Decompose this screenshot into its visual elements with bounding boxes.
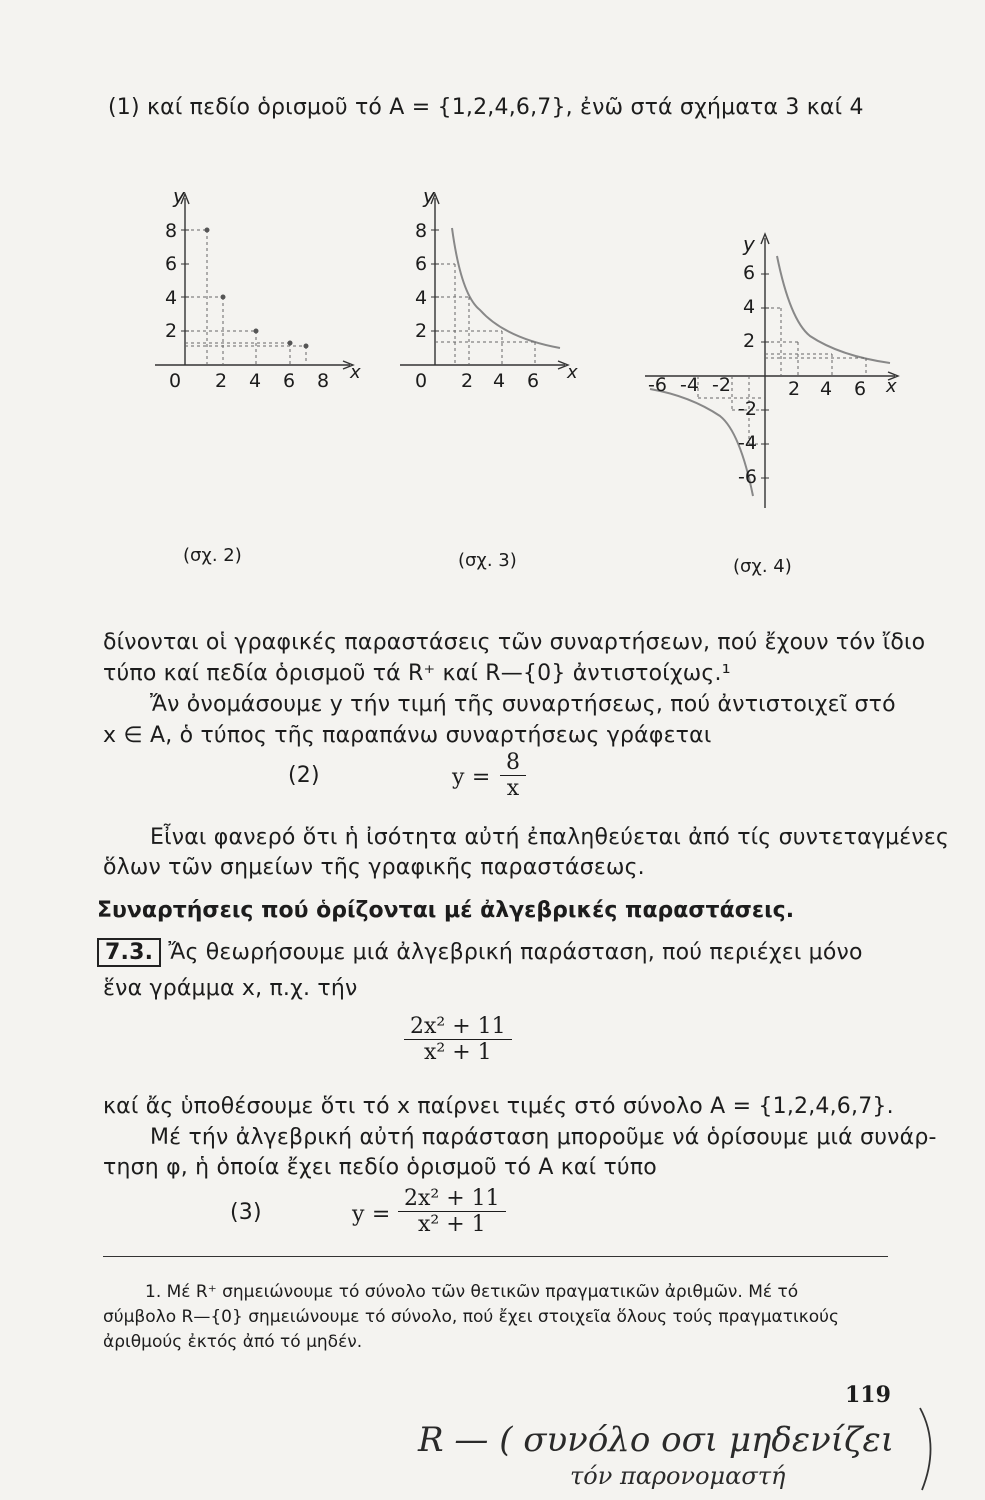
fig2-ytick: 8 <box>165 220 178 242</box>
eq2-lhs: y = <box>452 765 491 790</box>
fig2-xtick: 6 <box>283 370 296 392</box>
handwritten-line2: τόν παρονομαστή <box>570 1462 786 1490</box>
fig4-xtick-neg: -6 <box>648 374 667 396</box>
eq3-numerator: 2x² + 11 <box>398 1186 506 1212</box>
fig2-x-label: x <box>350 362 361 383</box>
fig3-ytick: 8 <box>415 220 428 242</box>
fig2-xtick: 4 <box>249 370 262 392</box>
figure-3 <box>395 184 595 405</box>
para1-line2: τύπο καί πεδία ὁρισμοῦ τά R⁺ καί R—{0} ἀντιστοίχως.¹ <box>103 661 731 686</box>
fig4-y-label: y <box>743 232 755 256</box>
footnote-line2: σύμβολο R—{0} σημειώνουμε τό σύνολο, πού ἔχει στοιχεῖα ὅλους τούς πραγματικούς <box>103 1307 839 1327</box>
fig2-caption: (σχ. 2) <box>183 545 242 566</box>
intro-line: (1) καί πεδίο ὁρισμοῦ τό A = {1,2,4,6,7}, ἐνῶ στά σχήματα 3 καί 4 <box>108 95 864 120</box>
fig4-caption: (σχ. 4) <box>733 556 792 577</box>
para1-line3: Ἄν ὀνομάσουμε y τήν τιμή τῆς συναρτήσεως, πού ἀντιστοιχεῖ στό <box>150 692 896 717</box>
fig4-xtick-neg: -4 <box>680 374 699 396</box>
section-7-3-line2: ἕνα γράμμα x, π.χ. τήν <box>103 976 358 1001</box>
fig4-ytick-neg: -6 <box>738 466 757 488</box>
fig3-xtick: 4 <box>493 370 506 392</box>
fig4-ytick-neg: -4 <box>738 432 757 454</box>
handwritten-note <box>400 1400 940 1498</box>
fig4-ytick: 2 <box>743 330 756 352</box>
fig4-ytick: 6 <box>743 262 756 284</box>
fig2-xtick: 0 <box>169 370 182 392</box>
fig2-ytick: 6 <box>165 253 178 275</box>
expr-numerator: 2x² + 11 <box>404 1014 512 1040</box>
fig2-y-label: y <box>173 184 185 208</box>
fig2-xtick: 8 <box>317 370 330 392</box>
figure-4 <box>640 228 910 513</box>
section-text: Ἄς θεωρήσουμε μιά ἀλγεβρική παράσταση, πού περιέχει μόνο <box>168 940 863 965</box>
fig2-ytick: 2 <box>165 320 178 342</box>
section-number: 7.3. <box>97 938 161 967</box>
para3-line3: τηση φ, ἡ ὁποία ἔχει πεδίο ὁρισμοῦ τό A καί τύπο <box>103 1155 657 1180</box>
footnote-line3: ἀριθμούς ἐκτός ἀπό τό μηδέν. <box>103 1332 363 1352</box>
fig3-ytick: 4 <box>415 287 428 309</box>
eq3-lhs: y = <box>352 1202 391 1227</box>
fig4-ytick: 4 <box>743 296 756 318</box>
fig4-xtick-neg: -2 <box>712 374 731 396</box>
para3-line2: Μέ τήν ἀλγεβρική αὐτή παράσταση μποροῦμε νά ὁρίσουμε μιά συνάρ- <box>150 1125 937 1150</box>
eq2-label: (2) <box>288 763 320 788</box>
fig4-xtick: 4 <box>820 378 833 400</box>
fig3-y-label: y <box>423 184 435 208</box>
eq3-denominator: x² + 1 <box>417 1212 486 1237</box>
expr-denominator: x² + 1 <box>423 1040 492 1065</box>
fig3-ytick: 2 <box>415 320 428 342</box>
figure-2 <box>145 184 375 405</box>
footnote-line1: 1. Μέ R⁺ σημειώνουμε τό σύνολο τῶν θετικῶν πραγματικῶν ἀριθμῶν. Μέ τό <box>145 1282 799 1302</box>
section-7-3-line1 <box>97 940 863 965</box>
eq2-numerator: 8 <box>500 750 526 776</box>
fig2-xtick: 2 <box>215 370 228 392</box>
eq3-label: (3) <box>230 1200 262 1225</box>
fig3-xtick: 6 <box>527 370 540 392</box>
para3-line1: καί ἄς ὑποθέσουμε ὅτι τό x παίρνει τιμές στό σύνολο A = {1,2,4,6,7}. <box>103 1094 894 1119</box>
page-number: 119 <box>845 1382 891 1408</box>
fig4-ytick-neg: -2 <box>738 398 757 420</box>
fig3-caption: (σχ. 3) <box>458 550 517 571</box>
para2-line2: ὅλων τῶν σημείων τῆς γραφικῆς παραστάσεως. <box>103 855 645 880</box>
fig3-xtick: 0 <box>415 370 428 392</box>
section-heading: Συναρτήσεις πού ὁρίζονται μέ ἀλγεβρικές παραστάσεις. <box>97 898 795 923</box>
para2-line1: Εἶναι φανερό ὅτι ἡ ἰσότητα αὐτή ἐπαληθεύεται ἀπό τίς συντεταγμένες <box>150 825 950 850</box>
fig4-xtick: 2 <box>788 378 801 400</box>
fig3-ytick: 6 <box>415 253 428 275</box>
eq3-fraction <box>398 1186 506 1237</box>
fig3-x-label: x <box>567 362 578 383</box>
fig4-xtick: 6 <box>854 378 867 400</box>
para1-line1: δίνονται οἱ γραφικές παραστάσεις τῶν συναρτήσεων, πού ἔχουν τόν ἴδιο <box>103 630 926 655</box>
handwritten-line1: R — ( συνόλο οσι μηδενίζει <box>418 1420 895 1460</box>
footnote-rule <box>103 1256 888 1257</box>
fig3-xtick: 2 <box>461 370 474 392</box>
eq2-denominator: x <box>506 776 520 801</box>
fig2-ytick: 4 <box>165 287 178 309</box>
algebraic-expression <box>404 1014 512 1065</box>
eq2-fraction <box>500 750 526 801</box>
fig4-x-label: x <box>886 376 897 397</box>
para1-line4: x ∈ A, ὁ τύπος τῆς παραπάνω συναρτήσεως γράφεται <box>103 723 712 748</box>
